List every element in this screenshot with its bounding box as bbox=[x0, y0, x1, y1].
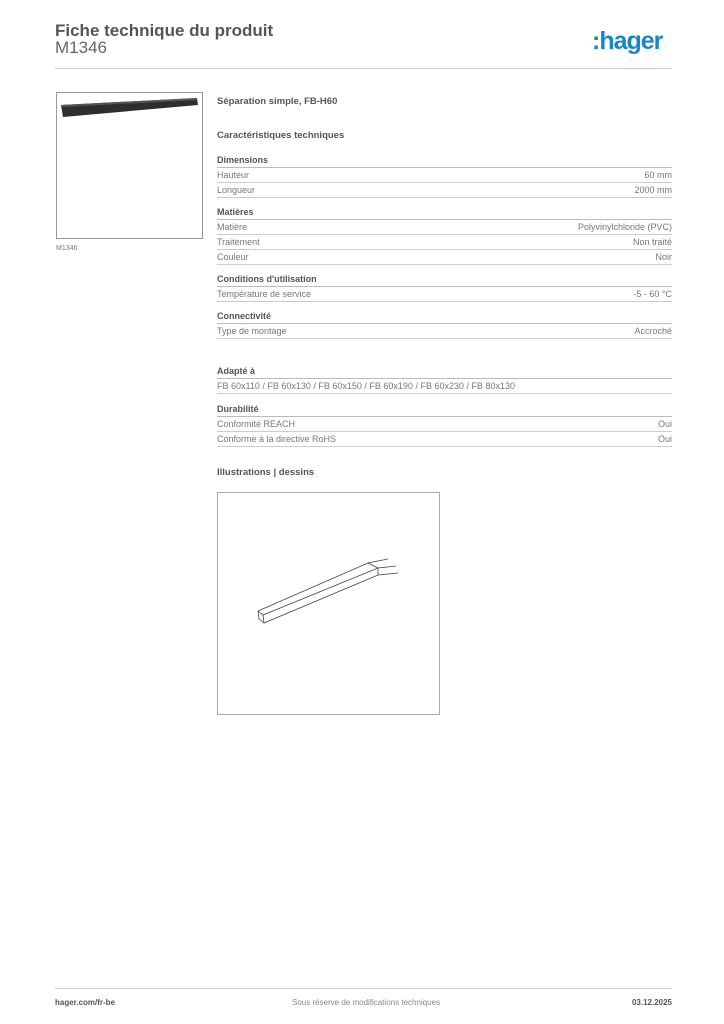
footer-website[interactable]: hager.com/fr-be bbox=[55, 998, 116, 1007]
spec-section bbox=[217, 207, 672, 265]
spec-row bbox=[217, 250, 672, 265]
footer-divider bbox=[55, 988, 672, 989]
spec-value: Non traité bbox=[632, 237, 672, 247]
spec-value: 2000 mm bbox=[634, 185, 672, 195]
spec-label: Température de service bbox=[217, 289, 312, 299]
hager-logo: :hager bbox=[592, 27, 663, 55]
spec-row bbox=[217, 324, 672, 339]
spec-label: Traitement bbox=[217, 237, 260, 247]
product-image bbox=[56, 92, 203, 239]
spec-value: Accroché bbox=[634, 326, 672, 336]
spec-row bbox=[217, 168, 672, 183]
section-title: Adapté à bbox=[217, 366, 672, 379]
footer-date: 03.12.2025 bbox=[631, 998, 672, 1007]
spec-section bbox=[217, 274, 672, 302]
spec-row bbox=[217, 432, 672, 447]
footer-note: Sous réserve de modifications techniques bbox=[292, 998, 441, 1007]
spec-label: Type de montage bbox=[217, 326, 287, 336]
adapted-list bbox=[217, 379, 672, 394]
spec-label: Conformité REACH bbox=[217, 419, 296, 429]
spec-value: 60 mm bbox=[644, 170, 672, 180]
spec-label: Couleur bbox=[217, 252, 249, 262]
product-name: Séparation simple, FB-H60 bbox=[217, 96, 338, 107]
adapted-section bbox=[217, 366, 672, 394]
spec-row bbox=[217, 235, 672, 250]
adapted-text: FB 60x110 / FB 60x130 / FB 60x150 / FB 60x190 / FB 60x230 / FB 80x130 bbox=[217, 381, 516, 391]
spec-row bbox=[217, 287, 672, 302]
spec-section bbox=[217, 155, 672, 198]
separator-drawing-icon bbox=[218, 493, 439, 714]
spec-label: Matière bbox=[217, 222, 248, 232]
section-title: Conditions d'utilisation bbox=[217, 274, 672, 287]
spec-label: Longueur bbox=[217, 185, 256, 195]
product-photo-icon bbox=[57, 93, 202, 238]
header-divider bbox=[55, 68, 672, 69]
tech-specs-title: Caractéristiques techniques bbox=[217, 130, 345, 141]
spec-value: Oui bbox=[657, 419, 672, 429]
illustration-drawing bbox=[217, 492, 440, 715]
product-code: M1346 bbox=[55, 38, 107, 57]
section-title: Durabilité bbox=[217, 404, 672, 417]
spec-value: -5 - 60 °C bbox=[633, 289, 672, 299]
product-details bbox=[217, 96, 672, 478]
page-title: Fiche technique du produit bbox=[55, 21, 274, 40]
spec-value: Noir bbox=[655, 252, 672, 262]
section-title: Matières bbox=[217, 207, 672, 220]
spec-label: Hauteur bbox=[217, 170, 250, 180]
spec-label: Conforme à la directive RoHS bbox=[217, 434, 337, 444]
spec-row bbox=[217, 183, 672, 198]
image-caption: M1346 bbox=[56, 245, 78, 252]
spec-value: Oui bbox=[657, 434, 672, 444]
section-title: Dimensions bbox=[217, 155, 672, 168]
spec-row bbox=[217, 417, 672, 432]
illustrations-title: Illustrations | dessins bbox=[217, 467, 315, 478]
spec-value: Polyvinylchloride (PVC) bbox=[577, 222, 672, 232]
spec-section bbox=[217, 311, 672, 339]
durability-section bbox=[217, 404, 672, 447]
section-title: Connectivité bbox=[217, 311, 672, 324]
spec-row bbox=[217, 220, 672, 235]
